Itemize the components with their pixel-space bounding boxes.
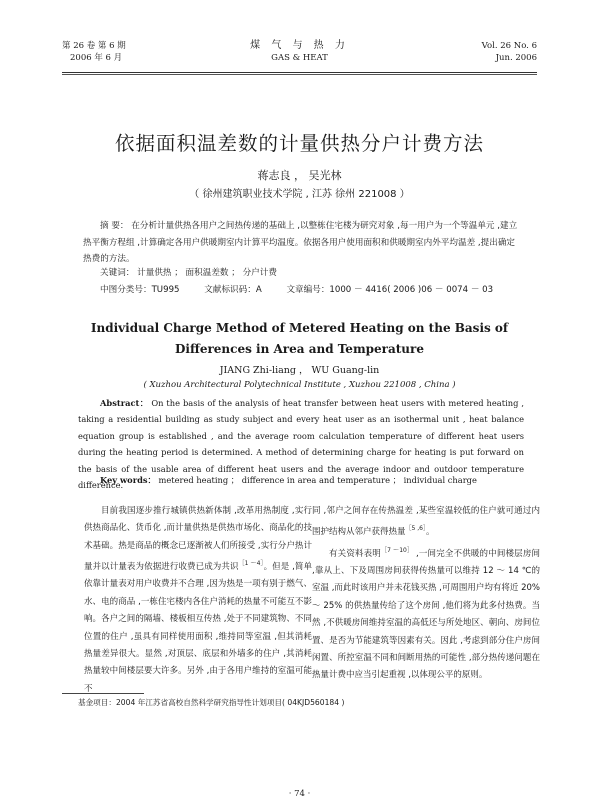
- journal-title-cn: 煤 气 与 热 力: [250, 40, 349, 51]
- authors-cn: 蒋志良 ， 吴光林: [257, 169, 342, 182]
- date-cn: 2006 年 6 月: [70, 53, 123, 63]
- body-paragraph: [84, 503, 312, 698]
- volume-issue-cn: 第 26 卷 第 6 期: [62, 41, 126, 51]
- body-paragraph: [312, 542, 540, 685]
- footnote-divider: [62, 693, 144, 694]
- keywords-en: [100, 474, 477, 486]
- affiliation-cn: （ 徐州建筑职业技术学院 , 江苏 徐州 221008 ）: [189, 189, 410, 200]
- abstract-en-text: On the basis of the analysis of heat transfer between heat users with metered heating , taking a residential building as study subject and every heat user as an isothermal unit , heat balance equation group is established , and the average room calculation temperature of different heat users during the heating period is determined. A method of determining charge for heating is put forward on the basis of the usable area of different heat users and the average indoor and outdoor temperature difference.: [78, 398, 525, 491]
- body-text: ,一间完全不供暖的中间楼层房间 ,靠从上、下及周围房间获得传热量可以维持 12 ～ 14 ℃的室温 ,而此时该用户并未花钱买热 ,可周围用户均有将近 20% ～ 25% 的供热量传给了这个房间 ,他们将为此多付热费。当然 ,不供暖房间维持室温的高低还与所处地区、朝向、房间位置、是否为节能建筑等因素有关。因此 ,考虑到部分住户房间闲置、所控室温不同和间断用热的可能性 ,部分热传递问题在热量计费中应当引起重视 ,以体现公平的原则。: [312, 548, 540, 681]
- volume-issue-en: Vol. 26 No. 6: [481, 41, 537, 51]
- body-text: 有关资料表明: [329, 548, 381, 559]
- funding-footnote: 基金项目：2004 年江苏省高校自然科学研究指导性计划项目( 04KJD560184 ): [78, 698, 345, 707]
- header-divider: [62, 72, 537, 73]
- keywords-cn-text: 计量供热 ； 面积温差数 ； 分户计费: [137, 268, 277, 278]
- keywords-en-text: metered heating ； difference in area and temperature ； individual charge: [158, 475, 477, 485]
- body-text: 目前我国逐步推行城镇供热新体制 ,改革用热制度 ,实行供热商品化、货币化 ,而计量供热是供热市场化、商品化的技术基础。热是商品的概念已逐渐被人们所接受 ,实行分户热计量并以计量表为依据进行收费已成为共识: [84, 506, 312, 573]
- date-en: Jun. 2006: [495, 53, 537, 63]
- citation: ［7 ～10］: [380, 546, 414, 554]
- abstract-cn-label: 摘 要：: [100, 221, 129, 231]
- citation: ［1 ～4］: [238, 560, 264, 568]
- affiliation-en: ( Xuzhou Architectural Polytechnical Institute , Xuzhou 221008 , China ): [143, 380, 456, 390]
- title-en-line2: Differences in Area and Temperature: [175, 342, 424, 356]
- keywords-cn: [100, 266, 277, 278]
- keywords-en-label: Key words：: [100, 475, 156, 485]
- document-code: 文献标识码：A: [204, 285, 262, 295]
- journal-title-en: GAS & HEAT: [271, 53, 328, 63]
- article-title-en: [0, 318, 599, 360]
- body-text: 。但是 ,简单依靠计量表对用户收费并不合理 ,因为热是一项有别于燃气、水、电的商品 ,一栋住宅楼内各住户消耗的热量不可能互不影响。各户之间的隔墙、楼板相互传热 ,处于不同建筑物、不同位置的住户 ,虽具有同样使用面积 ,维持同等室温 ,但其消耗热量差异很大。显然 ,对顶层、底层和外墙多的住户 ,其消耗热量较中间楼层要大许多。另外 ,由于各用户维持的室温可能不: [84, 562, 312, 694]
- body-paragraph: [312, 503, 540, 542]
- body-column-left: [84, 503, 312, 698]
- abstract-en-label: Abstract：: [100, 398, 149, 408]
- citation: ［5 ,6］: [405, 525, 426, 533]
- keywords-cn-label: 关键词：: [100, 268, 135, 278]
- page-number: · 74 ·: [288, 789, 311, 799]
- clc-number: 中图分类号：TU995: [100, 285, 180, 295]
- article-number: 文章编号：1000 － 4416( 2006 )06 － 0074 － 03: [286, 285, 494, 295]
- header-volume-en: [482, 40, 537, 64]
- body-text: 。: [425, 527, 435, 538]
- article-title-cn: 依据面积温差数的计量供热分户计费方法: [114, 132, 484, 155]
- classification-line: [100, 283, 515, 295]
- header-divider-thin: [62, 74, 537, 75]
- body-column-right: [312, 503, 540, 685]
- authors-en: JIANG Zhi-liang ， WU Guang-lin: [219, 365, 380, 376]
- body-text: 同 ,邻户之间存在传热温差 ,某些室温较低的住户就可通过内围护结构从邻户获得热量: [312, 506, 540, 538]
- title-en-line1: Individual Charge Method of Metered Heating on the Basis of: [90, 321, 509, 335]
- abstract-cn: [83, 218, 520, 268]
- abstract-cn-text: 在分析计量供热各用户之间热传递的基础上 ,以整栋住宅楼为研究对象 ,每一用户为一个等温单元 ,建立热平衡方程组 ,计算确定各用户供暖期室内计算平均温度。依据各用户使用面积和供暖期室内外平均温差 ,提出确定热费的方法。: [83, 221, 518, 264]
